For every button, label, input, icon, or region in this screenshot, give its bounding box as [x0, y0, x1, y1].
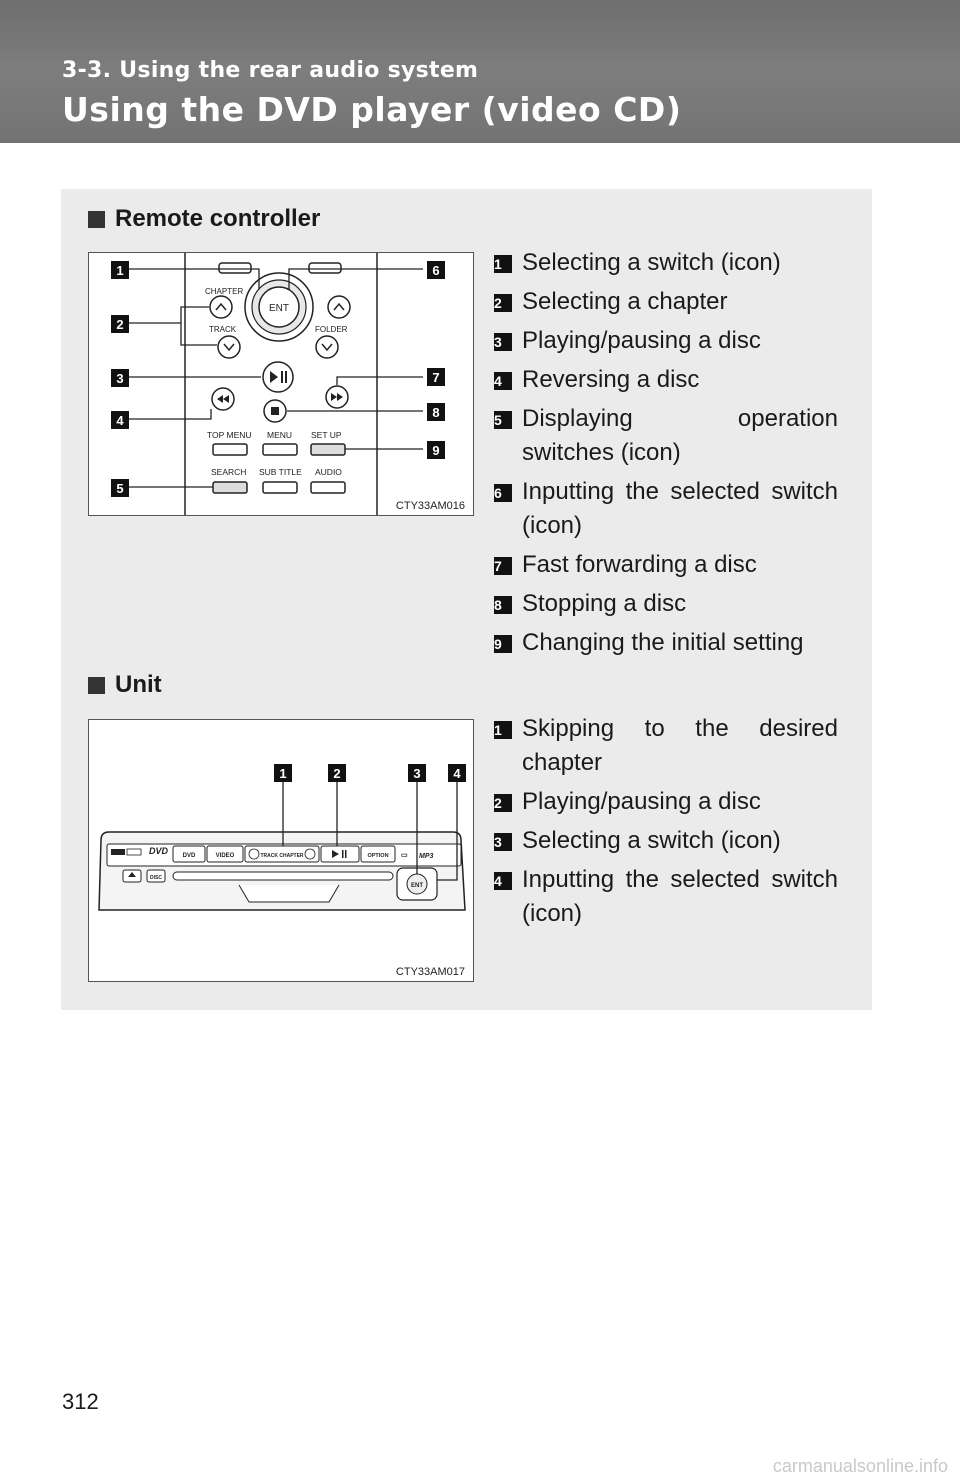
folder-label: FOLDER: [315, 325, 348, 334]
item-text: Reversing a disc: [522, 366, 700, 393]
setup-label: SET UP: [311, 430, 342, 440]
list-item: [494, 824, 838, 858]
unit-video-label: VIDEO: [215, 853, 235, 859]
unit-illustration: [89, 720, 473, 981]
disc-logo-icon: ▭: [401, 852, 408, 859]
callout-badges: [274, 764, 466, 782]
chapter-up-button: [210, 296, 232, 318]
disc-button-label: DISC: [150, 875, 162, 881]
unit-ent-label: ENT: [411, 883, 423, 889]
chapter-label: CHAPTER: [205, 287, 244, 296]
item-text: Skipping to the desired chapter: [522, 715, 838, 776]
unit-heading: [88, 671, 162, 699]
list-item: [494, 626, 838, 660]
unit-heading-text: Unit: [115, 671, 162, 698]
folder-down-button: [316, 336, 338, 358]
item-text: Playing/pausing a disc: [522, 788, 761, 815]
item-number: 1: [494, 255, 512, 273]
svg-text:4: 4: [453, 766, 461, 781]
unit-option-label: OPTION: [367, 853, 389, 859]
item-text: Selecting a switch (icon): [522, 249, 781, 276]
subtitle-button: [263, 482, 297, 493]
item-number: 2: [494, 794, 512, 812]
menu-button: [263, 444, 297, 455]
item-text: Playing/pausing a disc: [522, 327, 761, 354]
item-text: Changing the initial setting: [522, 629, 804, 656]
top-menu-label: TOP MENU: [207, 430, 252, 440]
unit-figure: [88, 719, 474, 982]
remote-heading: [88, 205, 320, 233]
disc-slot: [173, 872, 393, 880]
svg-text:7: 7: [432, 370, 440, 385]
search-label: SEARCH: [211, 467, 247, 477]
square-bullet-icon: [88, 677, 105, 694]
chapter-down-button: [218, 336, 240, 358]
dvd-logo-icon: DVD: [149, 846, 169, 856]
menu-label: MENU: [267, 430, 293, 440]
item-text: Fast forwarding a disc: [522, 551, 757, 578]
item-number: 3: [494, 833, 512, 851]
list-item: [494, 246, 838, 280]
watermark: carmanualsonline.info: [772, 1456, 948, 1476]
list-item: [494, 785, 838, 819]
list-item: [494, 548, 838, 582]
unit-figure-code: CTY33AM017: [395, 966, 465, 978]
ent-label: ENT: [269, 303, 289, 314]
item-number: 9: [494, 635, 512, 653]
mp3-label: MP3: [419, 853, 434, 860]
item-text: Selecting a chapter: [522, 288, 728, 315]
item-number: 8: [494, 596, 512, 614]
svg-text:2: 2: [116, 317, 124, 332]
svg-text:6: 6: [432, 263, 440, 278]
item-number: 4: [494, 372, 512, 390]
remote-figure-code: CTY33AM016: [395, 500, 465, 512]
item-text: Displaying operation switches (icon): [522, 405, 838, 466]
list-item: [494, 863, 838, 931]
folder-up-button: [328, 296, 350, 318]
item-number: 2: [494, 294, 512, 312]
item-number: 7: [494, 557, 512, 575]
section-label: 3-3. Using the rear audio system: [62, 58, 479, 83]
remote-figure: [88, 252, 474, 516]
list-item: [494, 363, 838, 397]
svg-text:1: 1: [279, 766, 287, 781]
svg-text:2: 2: [333, 766, 341, 781]
svg-text:9: 9: [432, 443, 440, 458]
audio-label: AUDIO: [315, 467, 342, 477]
off-button: [309, 263, 341, 273]
unit-dvd-label: DVD: [182, 853, 196, 859]
item-text: Selecting a switch (icon): [522, 827, 781, 854]
search-button: [213, 482, 247, 493]
unit-item-list: [494, 712, 838, 936]
option-button: [219, 263, 251, 273]
list-item: [494, 587, 838, 621]
unit-play-pause-button: [321, 846, 359, 862]
logo-icon: [111, 849, 125, 855]
remote-illustration: [89, 253, 473, 515]
item-number: 3: [494, 333, 512, 351]
item-text: Inputting the selected switch (icon): [522, 866, 838, 927]
svg-text:1: 1: [116, 263, 124, 278]
top-menu-button: [213, 444, 247, 455]
remote-item-list: [494, 246, 838, 665]
item-text: Inputting the selected switch (icon): [522, 478, 838, 539]
audio-button: [311, 482, 345, 493]
list-item: [494, 475, 838, 543]
item-number: 4: [494, 872, 512, 890]
subtitle-label: SUB TITLE: [259, 467, 302, 477]
list-item: [494, 712, 838, 780]
list-item: [494, 324, 838, 358]
item-number: 5: [494, 411, 512, 429]
svg-text:4: 4: [116, 413, 124, 428]
list-item: [494, 402, 838, 470]
svg-text:3: 3: [116, 371, 124, 386]
track-label: TRACK: [209, 325, 237, 334]
item-number: 6: [494, 484, 512, 502]
square-bullet-icon: [88, 211, 105, 228]
item-text: Stopping a disc: [522, 590, 687, 617]
list-item: [494, 285, 838, 319]
remote-heading-text: Remote controller: [115, 205, 321, 232]
svg-text:5: 5: [116, 481, 124, 496]
item-number: 1: [494, 721, 512, 739]
svg-text:3: 3: [413, 766, 421, 781]
logo-icon: [127, 849, 141, 855]
svg-text:8: 8: [432, 405, 440, 420]
page-number: 312: [62, 1389, 99, 1414]
page-title: Using the DVD player (video CD): [62, 90, 682, 129]
setup-button: [311, 444, 345, 455]
unit-track-chapter-label: TRACK CHAPTER: [260, 853, 304, 859]
